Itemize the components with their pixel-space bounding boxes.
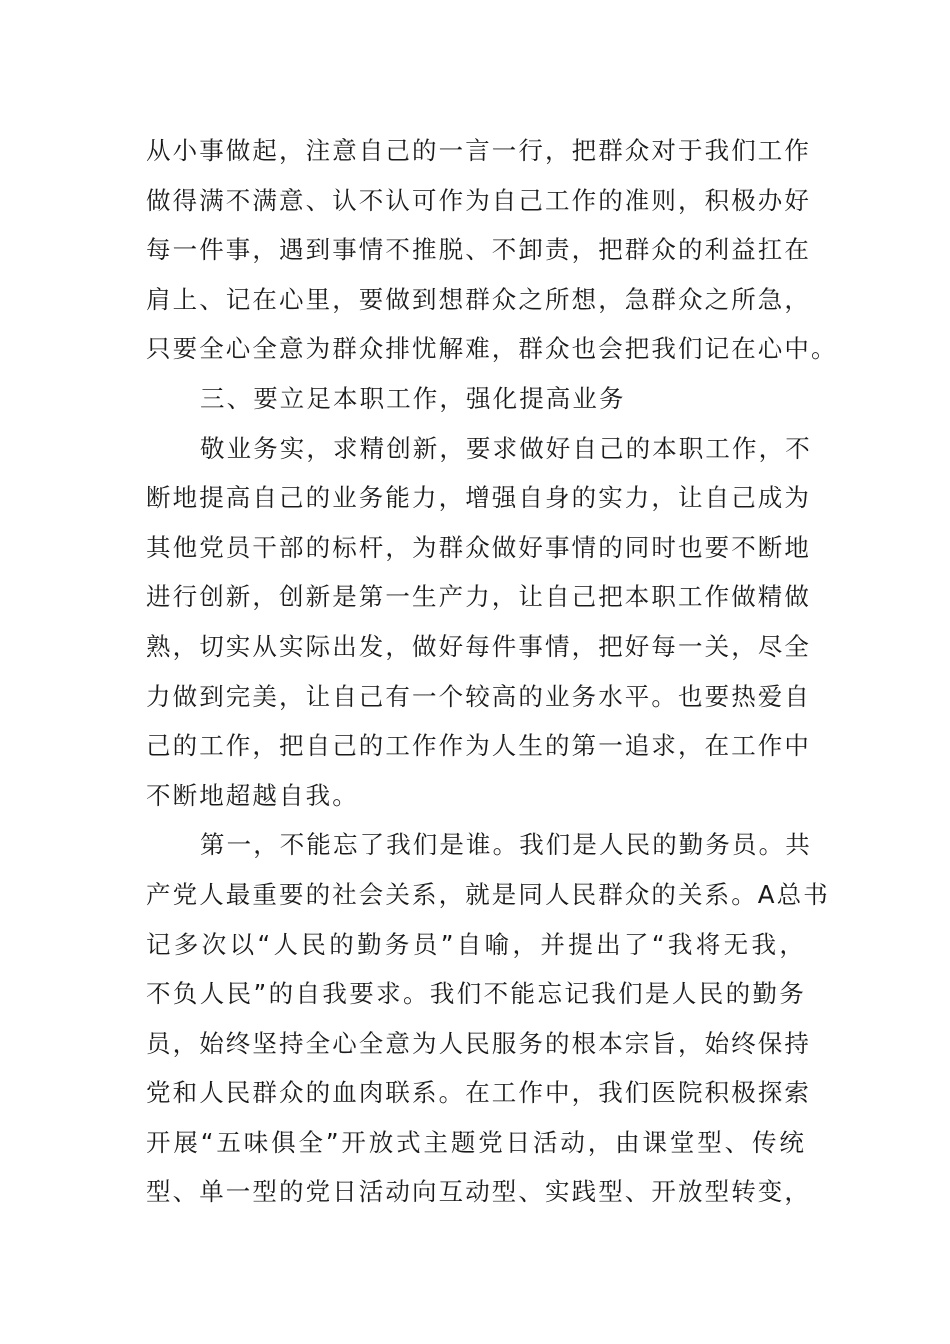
text-line: 己的工作，把自己的工作作为人生的第一追求，在工作中 xyxy=(146,731,811,761)
text-line: 党和人民群众的血肉联系。在工作中，我们医院积极探索 xyxy=(146,1078,811,1108)
text-line: 只要全心全意为群众排忧解难，群众也会把我们记在心中。 xyxy=(146,334,838,364)
text-line: 不断地超越自我。 xyxy=(146,780,359,810)
paragraph-first-line: 敬业务实，求精创新，要求做好自己的本职工作，不 xyxy=(200,433,812,463)
text-line: 每一件事，遇到事情不推脱、不卸责，把群众的利益扛在 xyxy=(146,235,811,265)
paragraph-first-line: 第一，不能忘了我们是谁。我们是人民的勤务员。共 xyxy=(200,830,812,860)
text-line: 熟，切实从实际出发，做好每件事情，把好每一关，尽全 xyxy=(146,631,811,661)
text-line: 其他党员干部的标杆，为群众做好事情的同时也要不断地 xyxy=(146,532,811,562)
text-line: 开展“五味俱全”开放式主题党日活动，由课堂型、传统 xyxy=(146,1127,806,1157)
text-line: 产党人最重要的社会关系，就是同人民群众的关系。A总书 xyxy=(146,879,830,909)
text-line: 力做到完美，让自己有一个较高的业务水平。也要热爱自 xyxy=(146,681,811,711)
text-line: 断地提高自己的业务能力，增强自身的实力，让自己成为 xyxy=(146,483,811,513)
section-heading: 三、要立足本职工作，强化提高业务 xyxy=(200,383,626,413)
text-line: 记多次以“人民的勤务员”自喻，并提出了“我将无我， xyxy=(146,929,806,959)
body-text xyxy=(146,126,838,1217)
text-line: 型、单一型的党日活动向互动型、实践型、开放型转变， xyxy=(146,1177,811,1207)
text-line: 从小事做起，注意自己的一言一行，把群众对于我们工作 xyxy=(146,136,811,165)
text-line: 肩上、记在心里，要做到想群众之所想，急群众之所急， xyxy=(146,284,811,314)
text-line: 员，始终坚持全心全意为人民服务的根本宗旨，始终保持 xyxy=(146,1028,811,1058)
text-line: 做得满不满意、认不认可作为自己工作的准则，积极办好 xyxy=(146,185,811,215)
text-line: 不负人民”的自我要求。我们不能忘记我们是人民的勤务 xyxy=(146,979,806,1009)
text-line: 进行创新，创新是第一生产力，让自己把本职工作做精做 xyxy=(146,582,811,612)
